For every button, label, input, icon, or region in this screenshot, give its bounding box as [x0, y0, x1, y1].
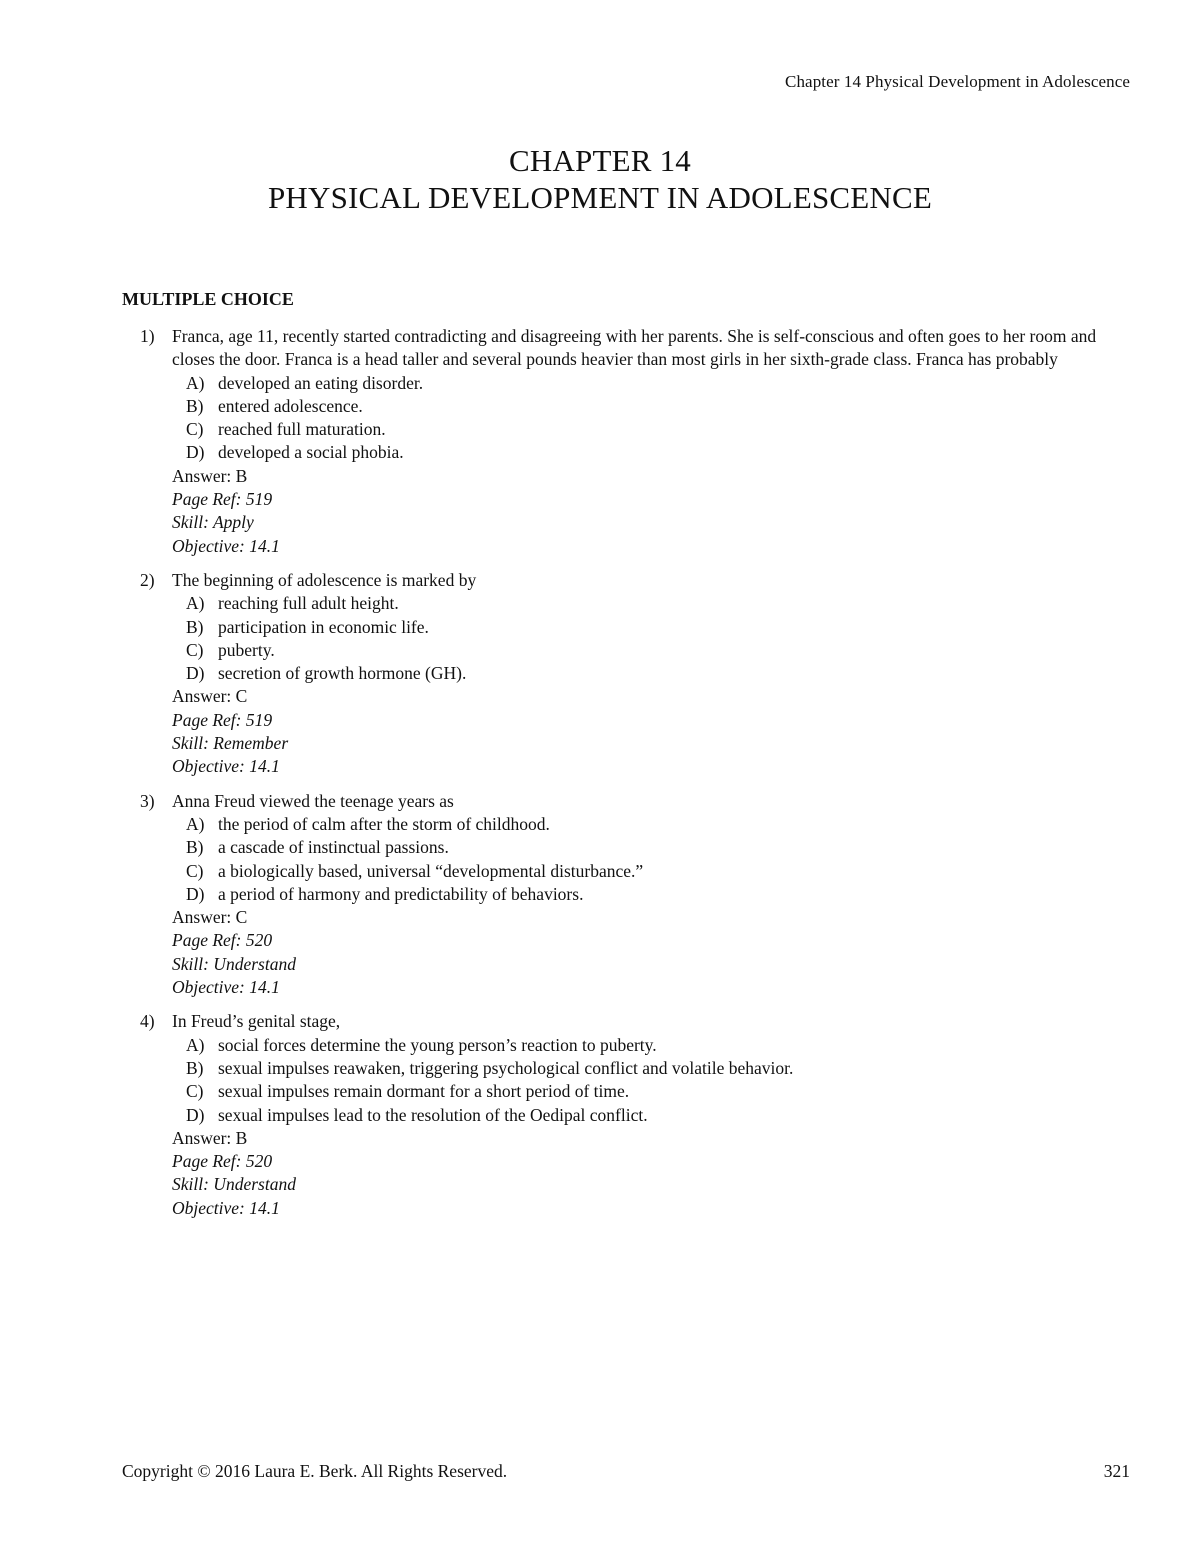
option-letter: A): [186, 1034, 205, 1055]
chapter-title: [0, 142, 1200, 216]
option-letter: A): [186, 372, 205, 393]
copyright-notice: Copyright © 2016 Laura E. Berk. All Rights Reserved.: [122, 1461, 508, 1481]
option-text: a biologically based, universal “developmental disturbance.”: [218, 860, 644, 881]
objective: Objective: 14.1: [172, 977, 280, 998]
option-text: a cascade of instinctual passions.: [218, 837, 449, 858]
option-letter: A): [186, 593, 205, 614]
option-c: [140, 1080, 1140, 1103]
option-d: [140, 662, 1140, 685]
question-text: Anna Freud viewed the teenage years as: [172, 790, 454, 811]
option-text: entered adolescence.: [218, 395, 363, 416]
question-number: 1): [140, 326, 155, 346]
option-c: [140, 418, 1140, 441]
answer: Answer: B: [172, 465, 248, 486]
question-1: [140, 325, 1140, 558]
objective: Objective: 14.1: [172, 756, 280, 777]
question-text: The beginning of adolescence is marked by: [172, 569, 477, 590]
option-d: [140, 1104, 1140, 1127]
option-text: sexual impulses lead to the resolution of the Oedipal conflict.: [218, 1104, 648, 1125]
skill: Skill: Understand: [172, 953, 296, 974]
answer: Answer: C: [172, 907, 248, 928]
question-number: 2): [140, 569, 155, 590]
option-text: sexual impulses reawaken, triggering psychological conflict and volatile behavior.: [218, 1057, 794, 1078]
question-list: [140, 325, 1140, 1231]
running-header: Chapter 14 Physical Development in Adolescence: [785, 72, 1130, 91]
skill: Skill: Understand: [172, 1174, 296, 1195]
option-letter: C): [186, 639, 204, 660]
question-text: In Freud’s genital stage,: [172, 1011, 341, 1032]
option-text: participation in economic life.: [218, 616, 429, 637]
option-letter: A): [186, 813, 205, 834]
page-ref: Page Ref: 519: [172, 709, 273, 730]
option-letter: C): [186, 1081, 204, 1102]
option-c: [140, 860, 1140, 883]
option-text: the period of calm after the storm of childhood.: [218, 813, 550, 834]
section-heading: MULTIPLE CHOICE: [122, 289, 294, 309]
option-letter: D): [186, 663, 205, 684]
option-b: [140, 616, 1140, 639]
skill: Skill: Remember: [172, 733, 289, 754]
chapter-number: CHAPTER 14: [509, 143, 691, 178]
option-letter: B): [186, 1057, 204, 1078]
option-text: a period of harmony and predictability of behaviors.: [218, 883, 584, 904]
option-letter: B): [186, 616, 204, 637]
option-text: developed a social phobia.: [218, 442, 404, 463]
option-b: [140, 836, 1140, 859]
option-d: [140, 883, 1140, 906]
option-letter: D): [186, 883, 205, 904]
option-d: [140, 441, 1140, 464]
objective: Objective: 14.1: [172, 535, 280, 556]
question-4: [140, 1010, 1140, 1220]
option-a: [140, 813, 1140, 836]
question-number: 3): [140, 790, 155, 811]
option-a: [140, 592, 1140, 615]
option-b: [140, 1057, 1140, 1080]
option-text: puberty.: [218, 639, 275, 660]
option-text: social forces determine the young person’s reaction to puberty.: [218, 1034, 657, 1055]
option-text: developed an eating disorder.: [218, 372, 424, 393]
answer: Answer: B: [172, 1127, 248, 1148]
option-letter: B): [186, 837, 204, 858]
question-number: 4): [140, 1011, 155, 1032]
option-b: [140, 395, 1140, 418]
option-a: [140, 1034, 1140, 1057]
question-3: [140, 790, 1140, 1000]
option-letter: D): [186, 442, 205, 463]
option-letter: B): [186, 395, 204, 416]
option-text: sexual impulses remain dormant for a short period of time.: [218, 1081, 630, 1102]
objective: Objective: 14.1: [172, 1197, 280, 1218]
question-2: [140, 569, 1140, 779]
option-letter: C): [186, 419, 204, 440]
option-a: [140, 372, 1140, 395]
option-c: [140, 639, 1140, 662]
option-text: reaching full adult height.: [218, 593, 399, 614]
option-letter: C): [186, 860, 204, 881]
option-text: reached full maturation.: [218, 419, 386, 440]
page-ref: Page Ref: 520: [172, 1151, 273, 1172]
question-text: Franca, age 11, recently started contradicting and disagreeing with her parents. She is self-conscious and often goes to her room and closes the door. Franca is a head taller and several pounds heavier than most girls in her sixth-grade class. Franca has probably: [172, 326, 1097, 370]
answer: Answer: C: [172, 686, 248, 707]
skill: Skill: Apply: [172, 512, 254, 533]
page-ref: Page Ref: 519: [172, 489, 273, 510]
chapter-name: PHYSICAL DEVELOPMENT IN ADOLESCENCE: [267, 180, 933, 215]
option-letter: D): [186, 1104, 205, 1125]
option-text: secretion of growth hormone (GH).: [218, 663, 467, 684]
page-ref: Page Ref: 520: [172, 930, 273, 951]
page-number: 321: [1103, 1461, 1130, 1481]
